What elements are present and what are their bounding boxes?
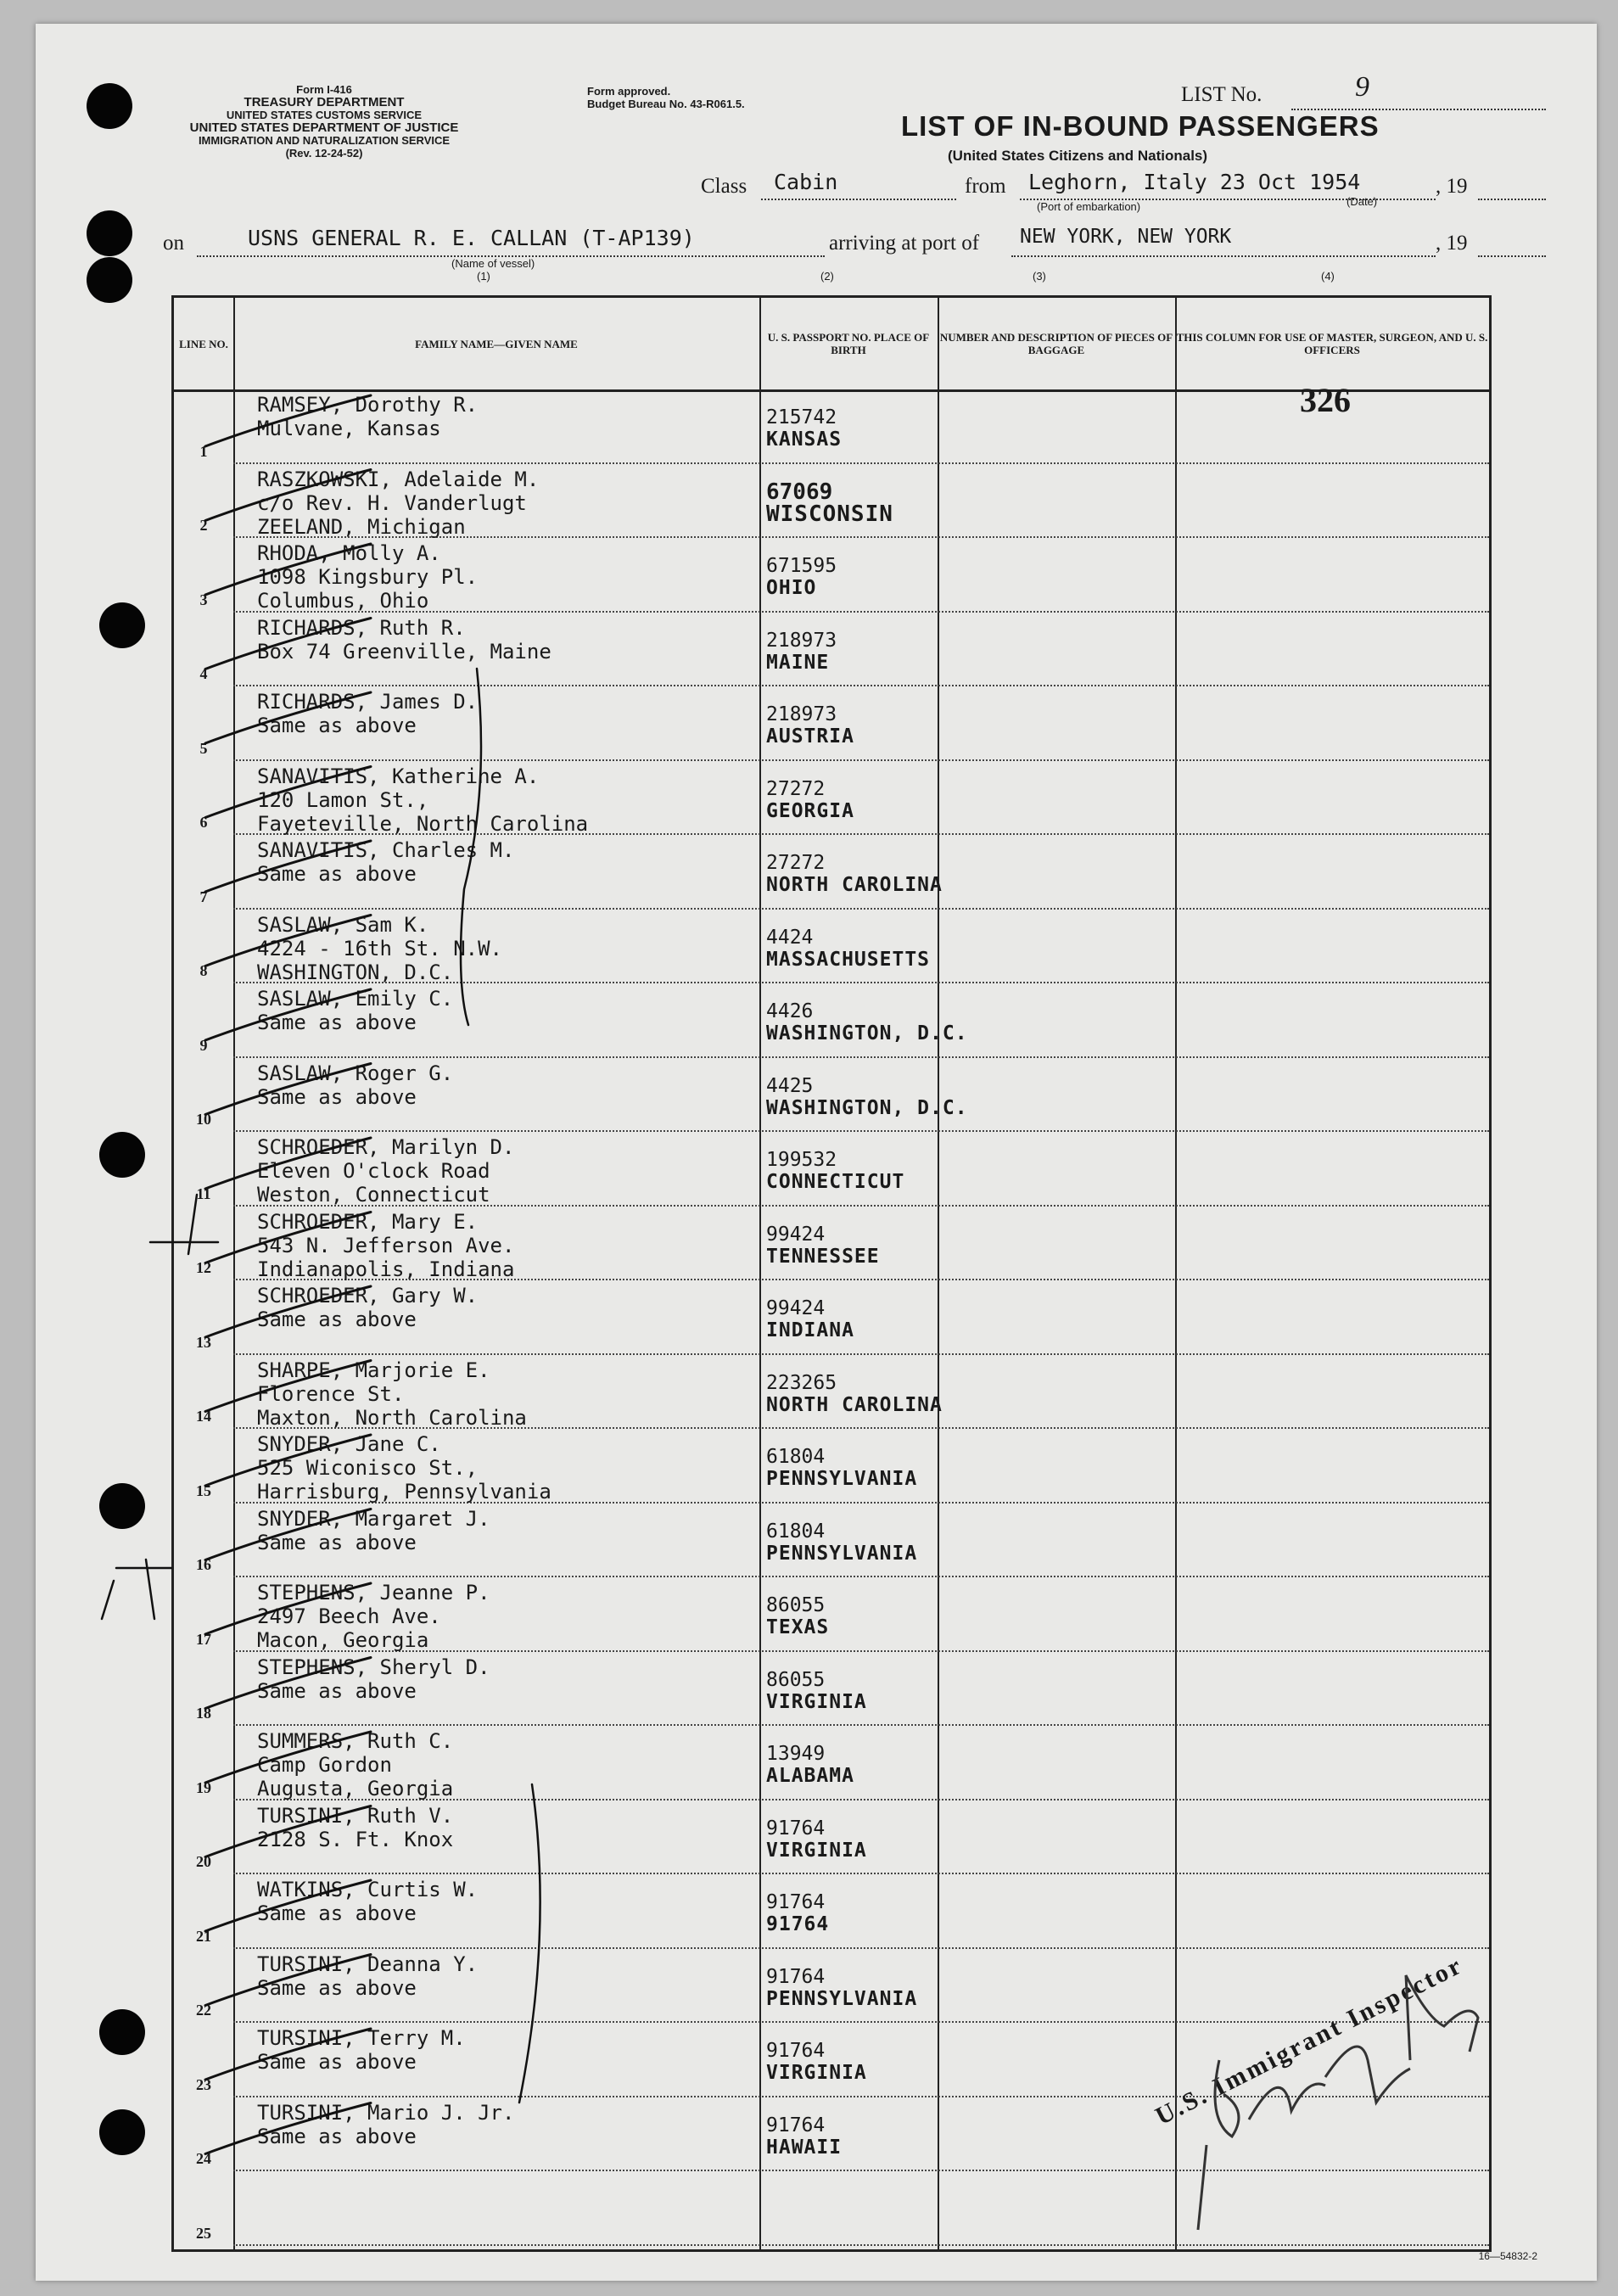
officer-note: 326 [1300,381,1351,419]
vessel-name: USNS GENERAL R. E. CALLAN (T-AP139) [248,226,695,250]
place-of-birth: AUSTRIA [766,725,854,748]
line-number: 6 [199,814,208,831]
binder-hole [87,210,132,256]
check-mark [102,1560,171,1619]
passport-number: 67069 [766,479,833,505]
passport-number: 86055 [766,1668,826,1691]
inspector-stamp: U.S. Immigrant Inspector [1151,1951,1468,2131]
passport-birthplace [766,1075,968,1119]
line-number: 4 [199,665,208,682]
table-row [174,1800,1489,1875]
passport-number: 223265 [766,1371,837,1394]
passport-birthplace [766,2114,842,2159]
table-row [174,1132,1489,1207]
line-number: 25 [196,2224,211,2242]
table-row [174,1577,1489,1652]
table-row [174,389,1489,464]
col-number-3: (3) [1033,270,1046,283]
form-approved: Form approved. [587,85,671,98]
passport-birthplace [766,1594,829,1638]
passport-number: 27272 [766,777,826,800]
line-number: 14 [196,1408,211,1425]
passport-number: 4425 [766,1074,814,1097]
place-of-birth: MAINE [766,651,830,674]
passport-birthplace [766,778,854,822]
passport-number: 4426 [766,1000,814,1022]
table-row [174,1874,1489,1949]
place-of-birth: VIRGINIA [766,1839,867,1862]
binder-hole [87,257,132,303]
dept-treasury: TREASURY DEPARTMENT [244,95,405,109]
line-number: 1 [199,442,208,460]
passport-birthplace [766,1520,917,1565]
passport-number: 61804 [766,1520,826,1543]
passenger-name-address: SUMMERS, Ruth C. Camp Gordon Augusta, Georgia [257,1729,454,1800]
place-of-birth: TEXAS [766,1616,830,1638]
passport-birthplace [766,406,842,451]
passport-birthplace [766,852,943,896]
passenger-name-address: RICHARDS, James D. Same as above [257,690,479,737]
place-of-birth: WASHINGTON, D.C. [766,1096,968,1119]
class-label: Class [701,175,747,198]
passport-birthplace [766,1000,968,1044]
place-of-birth: NORTH CAROLINA [766,874,943,896]
passport-number: 91764 [766,1817,826,1840]
table-row [174,1355,1489,1430]
passport-birthplace [766,703,854,748]
passport-birthplace [766,1966,917,2010]
passport-birthplace [766,1224,880,1268]
place-of-birth: GEORGIA [766,799,854,822]
passenger-name-address: STEPHENS, Jeanne P. 2497 Beech Ave. Macon, Georgia [257,1581,490,1652]
passenger-name-address: SASLAW, Emily C. Same as above [257,987,454,1034]
arrival-year-prefix: , 19 [1436,232,1468,255]
passport-birthplace [766,2040,867,2084]
passport-number: 99424 [766,1297,826,1319]
passenger-name-address: SNYDER, Margaret J. Same as above [257,1506,490,1554]
dept-treasury-sub: UNITED STATES CUSTOMS SERVICE [226,109,423,121]
form-agency-block [163,83,485,160]
passenger-name-address: RASZKOWSKI, Adelaide M. c/o Rev. H. Vanderlugt ZEELAND, Michigan [257,467,540,539]
table-header [174,298,1489,392]
budget-bureau: Budget Bureau No. 43-R061.5. [587,98,745,110]
binder-hole [87,83,132,129]
place-of-birth: PENNSYLVANIA [766,1542,918,1565]
page-title: LIST OF IN-BOUND PASSENGERS [901,110,1380,142]
line-number: 2 [199,517,208,534]
table-row [174,1058,1489,1133]
line-number: 9 [199,1036,208,1054]
place-of-birth: PENNSYLVANIA [766,1468,918,1490]
table-row [174,1949,1489,2024]
list-no-label: LIST No. [1181,83,1262,106]
table-row [174,613,1489,687]
col-header-name: FAMILY NAME—GIVEN NAME [415,337,578,350]
binder-hole [99,2009,145,2055]
line-number: 13 [196,1333,211,1351]
place-of-birth: ALABAMA [766,1765,854,1787]
passport-number: 199532 [766,1149,837,1171]
table-row [174,2171,1489,2246]
form-revision: (Rev. 12-24-52) [285,147,363,160]
line-number: 21 [196,1927,211,1945]
passport-number: 13949 [766,1743,826,1765]
passport-number: 215742 [766,406,837,428]
passport-birthplace [766,1817,867,1862]
place-of-birth: CONNECTICUT [766,1171,905,1193]
year-prefix: , 19 [1436,175,1468,198]
passport-number: 86055 [766,1594,826,1616]
passport-birthplace [766,1446,917,1490]
from-label: from [965,175,1006,198]
table-row [174,1207,1489,1281]
passenger-name-address: RHODA, Molly A. 1098 Kingsbury Pl. Columbus, Ohio [257,541,479,613]
place-of-birth: INDIANA [766,1319,854,1341]
passenger-name-address: TURSINI, Terry M. Same as above [257,2026,466,2074]
binder-hole [99,1132,145,1178]
passport-birthplace [766,1891,829,1935]
table-row [174,910,1489,984]
line-number: 8 [199,962,208,979]
place-of-birth: VIRGINIA [766,1690,867,1713]
passenger-table [171,295,1492,2252]
place-of-birth: 91764 [766,1913,830,1935]
passenger-name-address: TURSINI, Ruth V. 2128 S. Ft. Knox [257,1803,454,1851]
place-of-birth: PENNSYLVANIA [766,1987,918,2010]
passport-birthplace [766,1669,867,1713]
port-embark-caption: (Port of embarkation) [1037,200,1141,213]
place-of-birth: OHIO [766,577,817,599]
passenger-name-address: SCHROEDER, Gary W. Same as above [257,1284,479,1331]
table-row [174,983,1489,1058]
line-number: 22 [196,2002,211,2019]
line-number: 17 [196,1630,211,1648]
passport-birthplace [766,1743,854,1787]
table-row [174,1429,1489,1504]
line-number: 7 [199,888,208,905]
dept-justice-sub: IMMIGRATION AND NATURALIZATION SERVICE [198,134,451,147]
passenger-name-address: SNYDER, Jane C. 525 Wiconisco St., Harrisburg, Pennsylvania [257,1432,551,1504]
place-of-birth: WISCONSIN [766,501,893,527]
table-row [174,835,1489,910]
table-row [174,538,1489,613]
col-header-officers: THIS COLUMN FOR USE OF MASTER, SURGEON, AND U. S. OFFICERS [1176,331,1488,356]
passport-number: 218973 [766,629,837,652]
page-subtitle: (United States Citizens and Nationals) [948,148,1208,164]
col-header-baggage: NUMBER AND DESCRIPTION OF PIECES OF BAGGAGE [939,331,1173,356]
place-of-birth: MASSACHUSETTS [766,948,931,971]
line-number: 23 [196,2075,211,2093]
col-number-2: (2) [820,270,834,283]
binder-hole [99,1483,145,1529]
table-row [174,686,1489,761]
passport-birthplace [766,555,837,599]
place-of-birth: VIRGINIA [766,2062,867,2084]
binder-hole [99,602,145,648]
place-of-birth: HAWAII [766,2136,843,2159]
line-number: 24 [196,2150,211,2167]
passenger-name-address: RAMSEY, Dorothy R. Mulvane, Kansas [257,393,479,440]
passport-birthplace [766,630,837,674]
col-header-line: LINE NO. [179,337,228,350]
col-number-4: (4) [1321,270,1335,283]
table-row [174,1652,1489,1727]
form-number: Form I-416 [296,83,352,96]
line-number: 11 [196,1184,211,1202]
dept-justice: UNITED STATES DEPARTMENT OF JUSTICE [189,120,459,135]
table-row [174,1726,1489,1800]
passport-birthplace [766,1149,904,1193]
place-of-birth: NORTH CAROLINA [766,1393,943,1416]
line-number: 19 [196,1778,211,1796]
line-number: 18 [196,1705,211,1722]
passport-birthplace [766,1372,943,1416]
line-number: 3 [199,591,208,608]
passport-number: 91764 [766,1965,826,1988]
passenger-name-address: SCHROEDER, Mary E. 543 N. Jefferson Ave. Indianapolis, Indiana [257,1209,515,1281]
place-of-birth: TENNESSEE [766,1245,880,1268]
passport-number: 671595 [766,555,837,577]
line-number: 20 [196,1853,211,1870]
passport-birthplace [766,481,893,525]
table-row [174,2097,1489,2172]
list-no-value: 9 [1355,71,1369,103]
place-of-birth: KANSAS [766,428,843,451]
table-row [174,761,1489,836]
passport-number: 61804 [766,1446,826,1468]
table-row [174,1280,1489,1355]
arrival-port: NEW YORK, NEW YORK [1020,226,1232,248]
arriving-label: arriving at port of [829,232,980,255]
table-row [174,464,1489,539]
passport-number: 99424 [766,1223,826,1246]
line-number: 10 [196,1111,211,1128]
line-number: 12 [196,1259,211,1276]
manifest-sheet [36,24,1597,2281]
line-number: 16 [196,1556,211,1573]
passenger-name-address: SCHROEDER, Marilyn D. Eleven O'clock Road Weston, Connecticut [257,1135,515,1207]
line-number: 5 [199,739,208,757]
passenger-name-address: SHARPE, Marjorie E. Florence St. Maxton, North Carolina [257,1358,527,1430]
table-row [174,1504,1489,1578]
passenger-name-address: STEPHENS, Sheryl D. Same as above [257,1655,490,1703]
passenger-name-address: SASLAW, Roger G. Same as above [257,1061,454,1109]
approval-block [587,85,745,110]
on-label: on [163,232,184,255]
passport-number: 91764 [766,2040,826,2062]
passenger-name-address: SANAVITIS, Charles M. Same as above [257,838,515,886]
passenger-name-address: SANAVITIS, Katherine A. 120 Lamon St., Fayeteville, North Carolina [257,764,589,836]
passport-number: 4424 [766,926,814,949]
passenger-name-address: RICHARDS, Ruth R. Box 74 Greenville, Maine [257,615,551,664]
line-number: 15 [196,1481,211,1499]
vessel-caption: (Name of vessel) [451,257,535,270]
passport-number: 27272 [766,852,826,874]
footer-form-code: 16—54832-2 [1478,2250,1537,2262]
passenger-name-address: SASLAW, Sam K. 4224 - 16th St. N.W. WASHINGTON, D.C. [257,912,502,984]
passport-birthplace [766,927,930,971]
col-number-1: (1) [477,270,490,283]
passenger-name-address: WATKINS, Curtis W. Same as above [257,1878,479,1925]
binder-hole [99,2109,145,2155]
passenger-name-address: TURSINI, Deanna Y. Same as above [257,1952,479,2000]
col-header-passport: U. S. PASSPORT NO. PLACE OF BIRTH [767,331,930,356]
passport-number: 218973 [766,703,837,725]
passenger-name-address: TURSINI, Mario J. Jr. Same as above [257,2100,515,2148]
class-value: Cabin [774,170,838,194]
passport-birthplace [766,1297,854,1341]
passport-number: 91764 [766,1891,826,1913]
passport-number: 91764 [766,2114,826,2136]
embark-value: Leghorn, Italy 23 Oct 1954 [1028,170,1361,194]
place-of-birth: WASHINGTON, D.C. [766,1022,968,1044]
date-caption: (Date) [1346,195,1378,208]
